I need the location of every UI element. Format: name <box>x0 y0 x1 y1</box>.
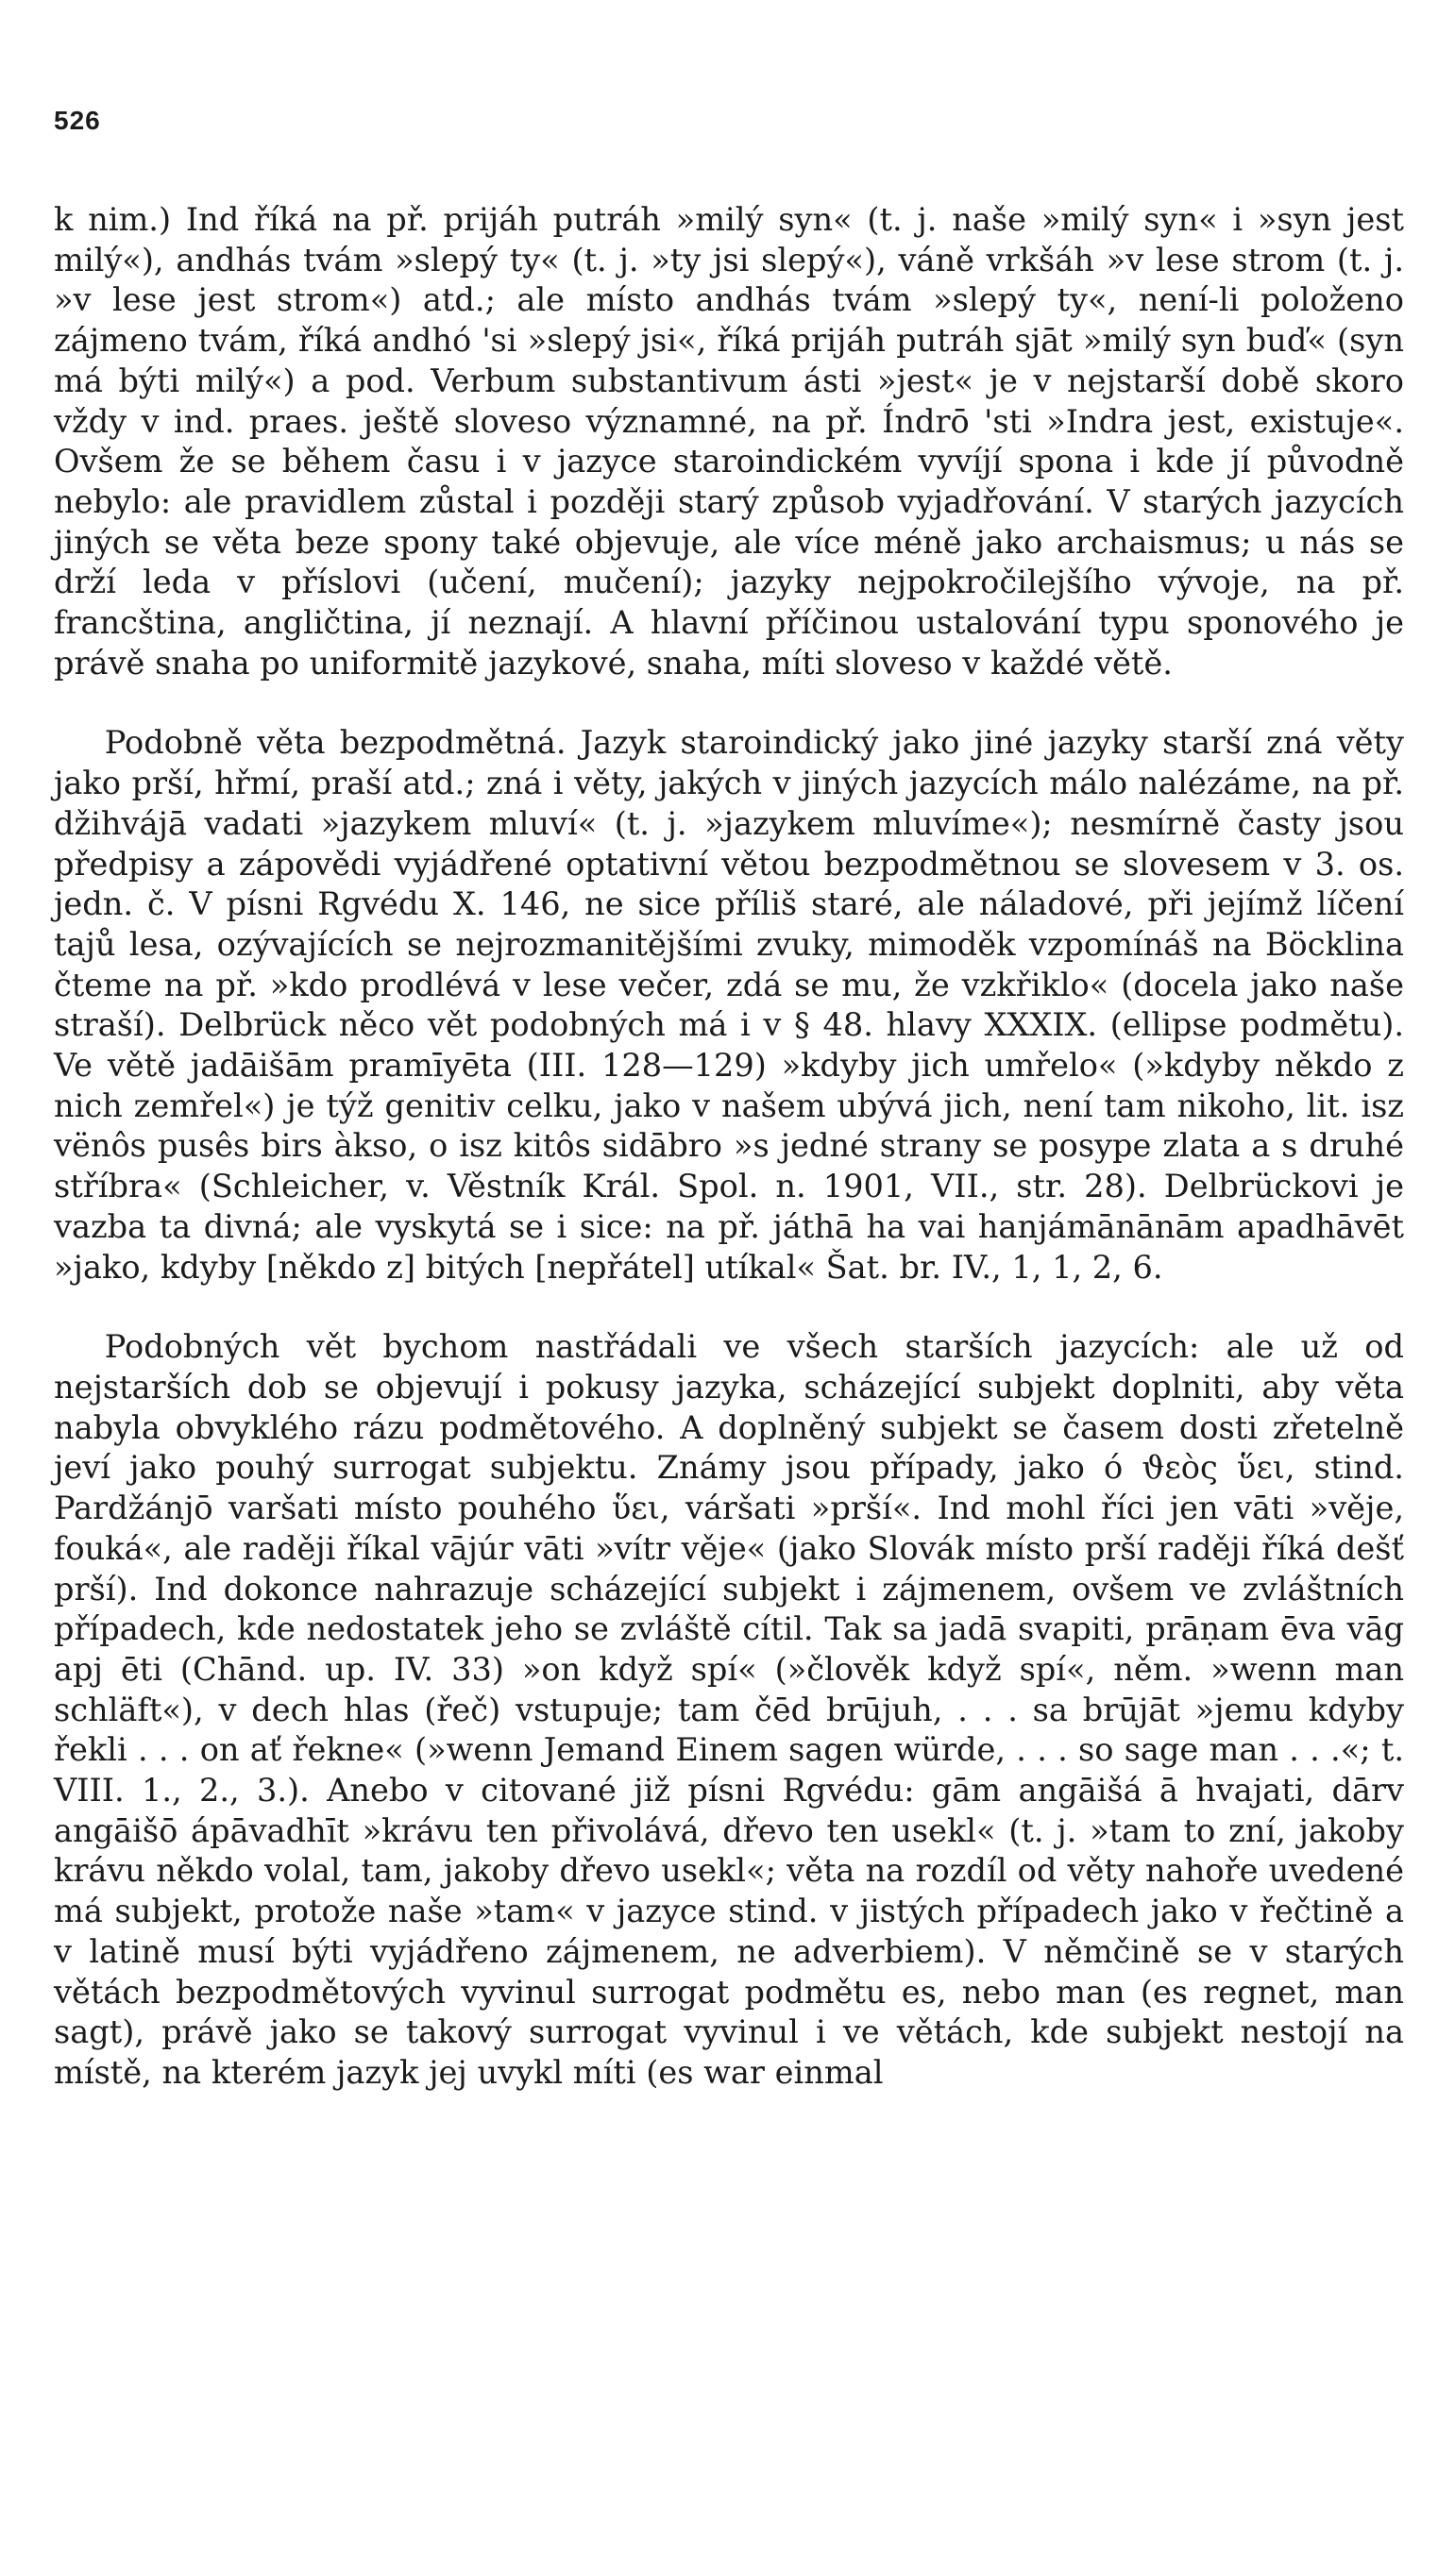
paragraph-3: Podobných vět bychom nastřádali ve všech starších jazycích: ale už od nejstarších dob se objevují i pokusy jazyka, scházející subjekt doplniti, aby věta nabyla obvyklého rázu podmětového. A doplněný subjekt se časem dosti zřetelně jeví jako pouhý surrogat subjektu. Známy jsou případy, jako ó ϑεὸς ὕει, stind. Pardžánjō varšati místo pouhého ὕει, váršati »prší«. Ind mohl říci jen vāti »věje, fouká«, ale raději říkal vājúr vāti »vítr věje« (jako Slovák místo prší raději říká dešť prší). Ind dokonce nahrazuje scházející subjekt i zájmenem, ovšem ve zvláštních případech, kde nedostatek jeho se zvláště cítil. Tak sa jadā svapiti, prāṇam ēva vāg apj ēti (Chānd. up. IV. 33) »on když spí« (»člověk když spí«, něm. »wenn man schläft«), v dech hlas (řeč) vstupuje; tam čēd brūjuh, . . . sa brūjāt »jemu kdyby řekli . . . on ať řekne« (»wenn Jemand Einem sagen würde, . . . so sage man . . .«; t. VIII. 1., 2., 3.). Anebo v citované již písni Rgvédu: gām angāišá ā hvajati, dārv angāišō ápāvadhīt »krávu ten přivolává, dřevo ten usekl« (t. j. »tam to zní, jakoby krávu někdo volal, tam, jakoby dřevo usekl«; věta na rozdíl od věty nahoře uvedené má subjekt, protože naše »tam« v jazyce stind. v jistých případech jako v řečtině a v latině musí býti vyjádřeno zájmenem, ne adverbiem). V němčině se v starých větách bezpodmětových vyvinul surrogat podmětu es, nebo man (es regnet, man sagt), právě jako se takový surrogat vyvinul i ve větách, kde subjekt nestojí na místě, na kterém jazyk jej uvykl míti (es war einmal <box>54 1328 1404 2091</box>
body-text <box>54 200 1404 2094</box>
paragraph-1: k nim.) Ind říká na př. prijáh putráh »milý syn« (t. j. naše »milý syn« i »syn jest milý«), andhás tvám »slepý ty« (t. j. »ty jsi slepý«), váně vrkšáh »v lese strom (t. j. »v lese jest strom«) atd.; ale místo andhás tvám »slepý ty«, není-li položeno zájmeno tvám, říká andhó 'si »slepý jsi«, říká prijáh putráh sjāt »milý syn buď« (syn má býti milý«) a pod. Verbum substantivum ásti »jest« je v nejstarší době skoro vždy v ind. praes. ještě sloveso významné, na př. Índrō 'sti »Indra jest, existuje«. Ovšem že se během času i v jazyce staroindickém vyvíjí spona i kde jí původně nebylo: ale pravidlem zůstal i později starý způsob vyjadřování. V starých jazycích jiných se věta beze spony také objevuje, ale více méně jako archaismus; u nás se drží leda v příslovi (učení, mučení); jazyky nejpokročilejšího vývoje, na př. francština, angličtina, jí neznají. A hlavní příčinou ustalování typu sponového je právě snaha po uniformitě jazykové, snaha, míti sloveso v každé větě. <box>54 201 1404 682</box>
paragraph-2: Podobně věta bezpodmětná. Jazyk staroindický jako jiné jazyky starší zná věty jako prší, hřmí, praší atd.; zná i věty, jakých v jiných jazycích málo nalézáme, na př. džihvájā vadati »jazykem mluví« (t. j. »jazykem mluvíme«); nesmírně časty jsou předpisy a zápovědi vyjádřené optativní větou bezpodmětnou se slovesem v 3. os. jedn. č. V písni Rgvédu X. 146, ne sice příliš staré, ale náladové, při jejímž líčení tajů lesa, ozývajících se nejrozmanitějšími zvuky, mimoděk vzpomínáš na Böcklina čteme na př. »kdo prodlévá v lese večer, zdá se mu, že vzkřiklo« (docela jako naše straší). Delbrück něco vět podobných má i v § 48. hlavy XXXIX. (ellipse podmětu). Ve větě jadāišām pramīyēta (III. 128—129) »kdyby jich umřelo« (»kdyby někdo z nich zemřel«) je týž genitiv celku, jako v našem ubývá jich, není tam nikoho, lit. isz vënôs pusês birs àkso, o isz kitôs sidābro »s jedné strany se posype zlata a s druhé stříbra« (Schleicher, v. Věstník Král. Spol. n. 1901, VII., str. 28). Delbrückovi je vazba ta divná; ale vyskytá se i sice: na př. játhā ha vai hanjámānānām apadhāvēt »jako, kdyby [někdo z] bitých [nepřátel] utíkal« Šat. br. IV., 1, 1, 2, 6. <box>54 724 1404 1286</box>
page-number: 526 <box>54 106 101 135</box>
